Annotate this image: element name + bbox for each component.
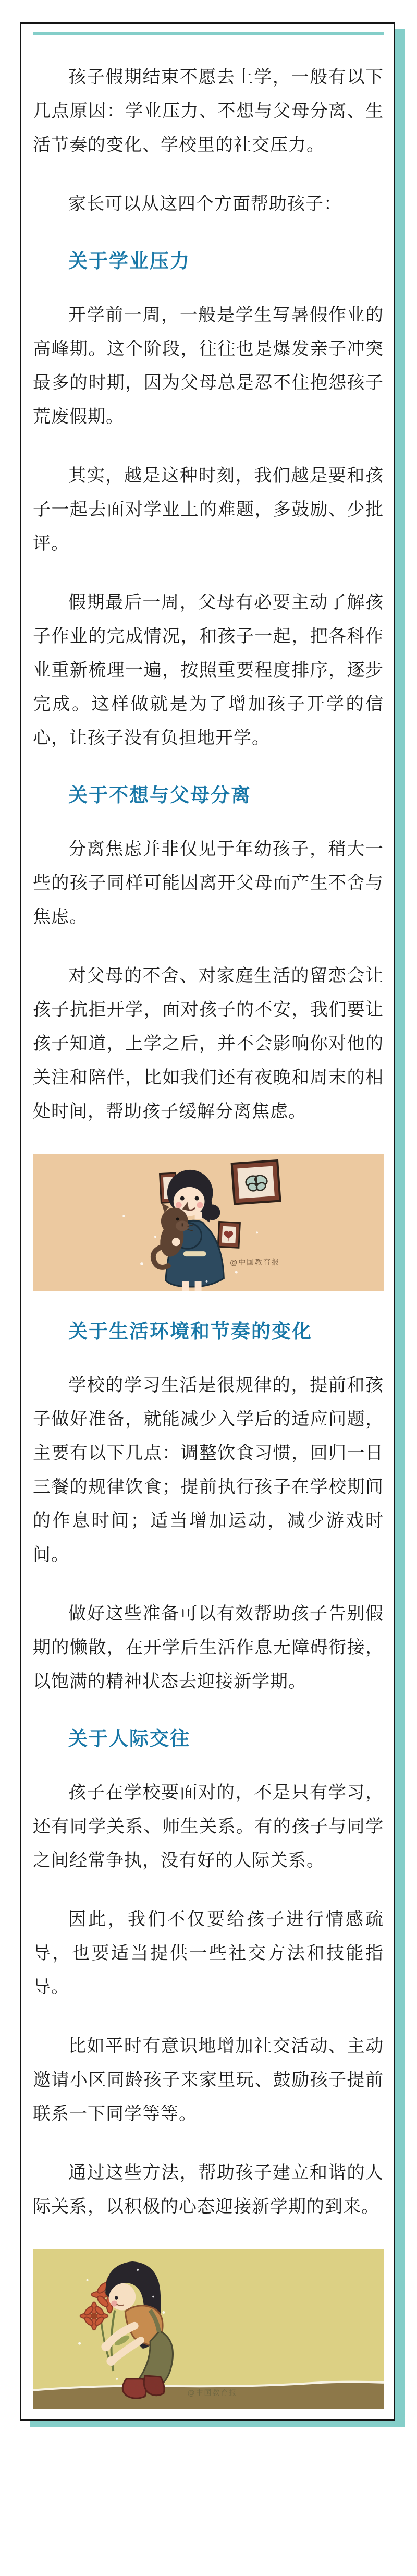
routine-paragraph-1: 学校的学习生活是很规律的，提前和孩子做好准备，就能减少入学后的适应问题，主要有以下几点：调整饮食习惯，回归一日三餐的规律饮食；提前执行孩子在学校期间的作息时间；适当增加运动，减少游戏时间。: [33, 1374, 384, 1565]
social-paragraph-1: 孩子在学校要面对的，不是只有学习，还有同学关系、师生关系。有的孩子与同学之间经常争执，没有好的人际关系。: [33, 1782, 384, 1871]
illustration-girl-holding-cat: [33, 1154, 384, 1291]
wall-frame-butterfly: [232, 1160, 280, 1204]
wall-frame-heart: [218, 1222, 240, 1248]
academic-paragraph-2: 其实，越是这种时刻，我们越是要和孩子一起去面对学业上的难题，多鼓励、少批评。: [33, 465, 384, 554]
separation-paragraph-1: 分离焦虑并非仅见于年幼孩子，稍大一些的孩子同样可能因离开父母而产生不舍与焦虑。: [33, 839, 384, 927]
routine-paragraph-2: 做好这些准备可以有效帮助孩子告别假期的懒散，在开学后生活作息无障碍衔接，以饱满的精神状态去迎接新学期。: [33, 1603, 384, 1692]
girl-boot-front: [122, 2379, 146, 2398]
intro-paragraph-2: 家长可以从这四个方面帮助孩子：: [68, 193, 342, 214]
social-paragraph-2: 因此，我们不仅要给孩子进行情感疏导，也要适当提供一些社交方法和技能指导。: [33, 1908, 384, 1998]
article-card: [20, 22, 395, 2421]
illustration-girl-with-flowers: [33, 2249, 384, 2409]
girl-boot-back: [144, 2376, 164, 2396]
section-heading-routine-change: 关于生活环境和节奏的变化: [68, 1320, 312, 1343]
section-heading-academic-pressure: 关于学业压力: [68, 250, 190, 272]
intro-paragraph-1: 孩子假期结束不愿去上学，一般有以下几点原因：学业压力、不想与父母分离、生活节奏的变化、学校里的社交压力。: [33, 67, 384, 155]
social-paragraph-4: 通过这些方法，帮助孩子建立和谐的人际关系，以积极的心态迎接新学期的到来。: [33, 2162, 384, 2217]
academic-paragraph-1: 开学前一周，一般是学生写暑假作业的高峰期。这个阶段，往往也是爆发亲子冲突最多的时期，因为父母总是忍不住抱怨孩子荒废假期。: [33, 305, 384, 427]
academic-paragraph-3: 假期最后一周，父母有必要主动了解孩子作业的完成情况，和孩子一起，把各科作业重新梳理一遍，按照重要程度排序，逐步完成。这样做就是为了增加孩子开学的信心，让孩子没有负担地开学。: [33, 592, 384, 748]
watermark-text: @中国教育报: [230, 1259, 280, 1267]
accent-top-rule: [33, 32, 384, 35]
section-heading-separation: 关于不想与父母分离: [68, 784, 251, 806]
separation-paragraph-2: 对父母的不舍、对家庭生活的留恋会让孩子抗拒开学，面对孩子的不安，我们要让孩子知道，上学之后，并不会影响你对他的关注和陪伴，比如我们还有夜晚和周末的相处时间，帮助孩子缓解分离焦虑。: [33, 965, 384, 1122]
social-paragraph-3: 比如平时有意识地增加社交活动、主动邀请小区同龄孩子来家里玩、鼓励孩子提前联系一下同学等等。: [33, 2035, 384, 2124]
section-heading-social: 关于人际交往: [68, 1727, 190, 1750]
watermark-text: @中国教育报: [187, 2389, 238, 2398]
